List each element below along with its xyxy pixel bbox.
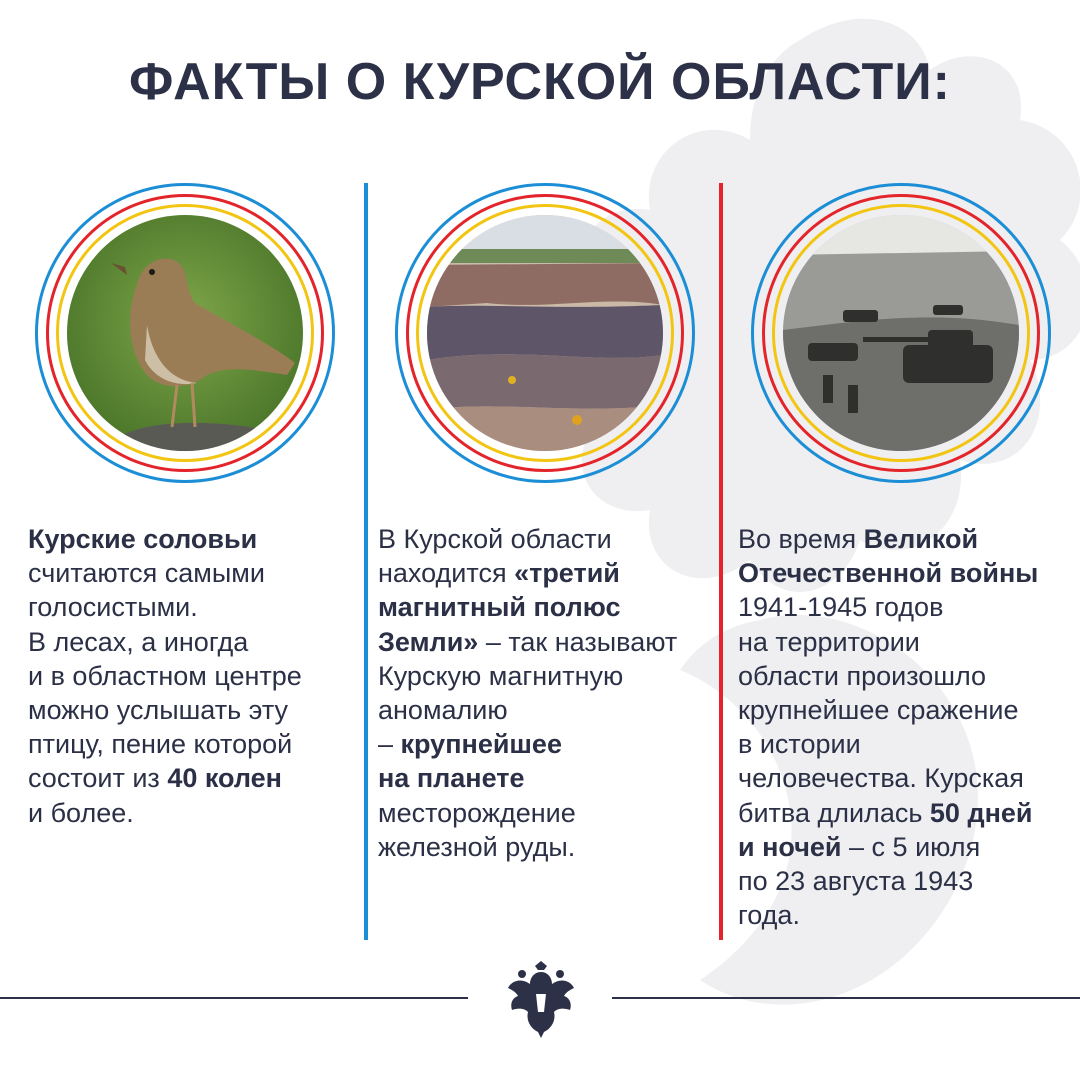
nightingale-photo (67, 215, 303, 451)
fact-text-segment: – так называют Курскую магнитную аномалию – (378, 626, 678, 760)
iron-ore-quarry-photo (427, 215, 663, 451)
fact-highlight: «третий магнитный полюс Земли» (378, 558, 621, 657)
fact-text-segment: 1941-1945 годов на территории области произошло крупнейшее сражение в истории человечества. Курская битва длилась (738, 592, 1024, 828)
fact-text-segment: В Курской области находится (378, 524, 612, 589)
double-headed-eagle-icon (500, 960, 582, 1040)
column-divider-red (719, 183, 723, 940)
fact-text-segment: Во время (738, 524, 864, 554)
fact-highlight: 40 колен (167, 763, 282, 794)
fact-text-segment: месторождение железной руды. (378, 797, 576, 862)
fact-highlight: Великой Отечественной войны (738, 524, 1039, 589)
fact-text-segment: и более. (28, 797, 134, 828)
fact-text-segment: считаются самыми голосистыми. В лесах, а иногда и в областном центре можно услышать эту птицу, пение которой состоит из (28, 558, 302, 794)
fact-highlight: Курские соловьи (28, 524, 258, 554)
footer-line-left (0, 997, 468, 999)
page-title: ФАКТЫ О КУРСКОЙ ОБЛАСТИ: (128, 53, 951, 111)
fact-highlight: 50 дней и ночей (738, 797, 1033, 862)
fact-magnetic-anomaly-text (378, 522, 677, 864)
footer-line-right (612, 997, 1080, 999)
column-divider-blue (364, 183, 368, 940)
fact-nightingales-text (28, 522, 302, 830)
fact-text-segment: – с 5 июля по 23 августа 1943 года. (738, 831, 981, 931)
battle-tanks-photo (783, 215, 1019, 451)
fact-battle-of-kursk-text (738, 522, 1038, 932)
fact-highlight: крупнейшее на планете (378, 729, 562, 794)
